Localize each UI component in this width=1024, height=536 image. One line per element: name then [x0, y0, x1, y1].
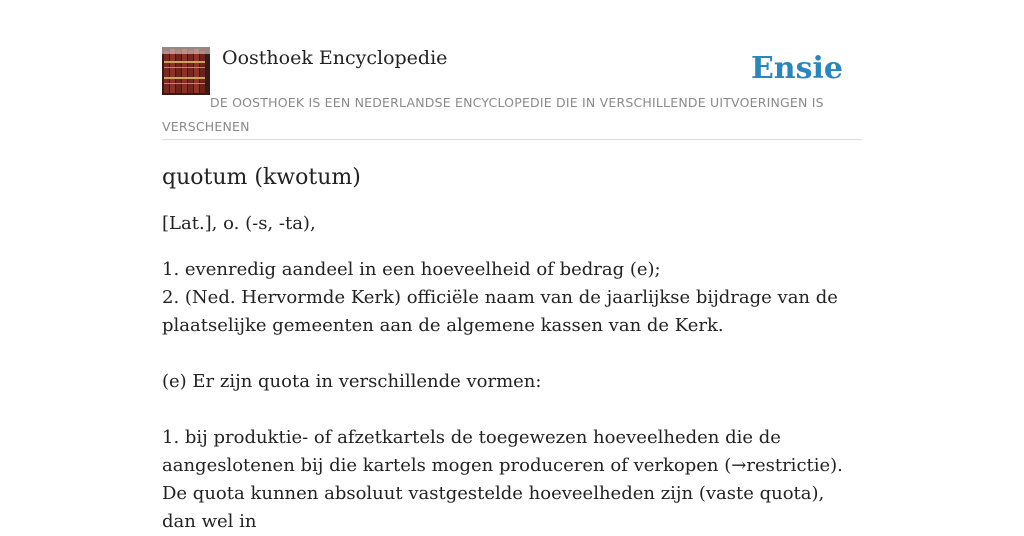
entry-title: quotum (kwotum) — [162, 165, 361, 190]
site-title[interactable]: Oosthoek Encyclopedie — [222, 47, 448, 69]
definition-line: 1. evenredig aandeel in een hoeveelheid of bedrag (e); — [162, 259, 661, 280]
explanation-paragraph: 1. bij produktie- of afzetkartels de toegewezen hoeveelheden die de aangeslotenen bij die kartels mogen produceren of verkopen (→restrictie). De quota kunnen absoluut vastgestelde hoeveelheden zijn (vaste quota), dan wel in — [162, 427, 843, 532]
site-header — [162, 46, 862, 140]
paragraph-gap — [162, 340, 862, 368]
explanation-intro: (e) Er zijn quota in verschillende vormen: — [162, 371, 542, 392]
brand-logo[interactable]: Ensie — [750, 51, 843, 86]
entry-etymology: [Lat.], o. (-s, -ta), — [162, 213, 316, 234]
entry-content — [162, 160, 862, 536]
site-tagline: DE OOSTHOEK IS EEN NEDERLANDSE ENCYCLOPEDIE DIE IN VERSCHILLENDE UITVOERINGEN IS VERSCHENEN — [162, 95, 824, 134]
site-logo-avatar[interactable] — [162, 47, 210, 95]
paragraph-gap — [162, 396, 862, 424]
book-spines-icon — [162, 47, 210, 95]
entry-body — [162, 256, 862, 536]
definition-line: 2. (Ned. Hervormde Kerk) officiële naam van de jaarlijkse bijdrage van de plaatselijke gemeenten aan de algemene kassen van de Kerk. — [162, 287, 838, 336]
